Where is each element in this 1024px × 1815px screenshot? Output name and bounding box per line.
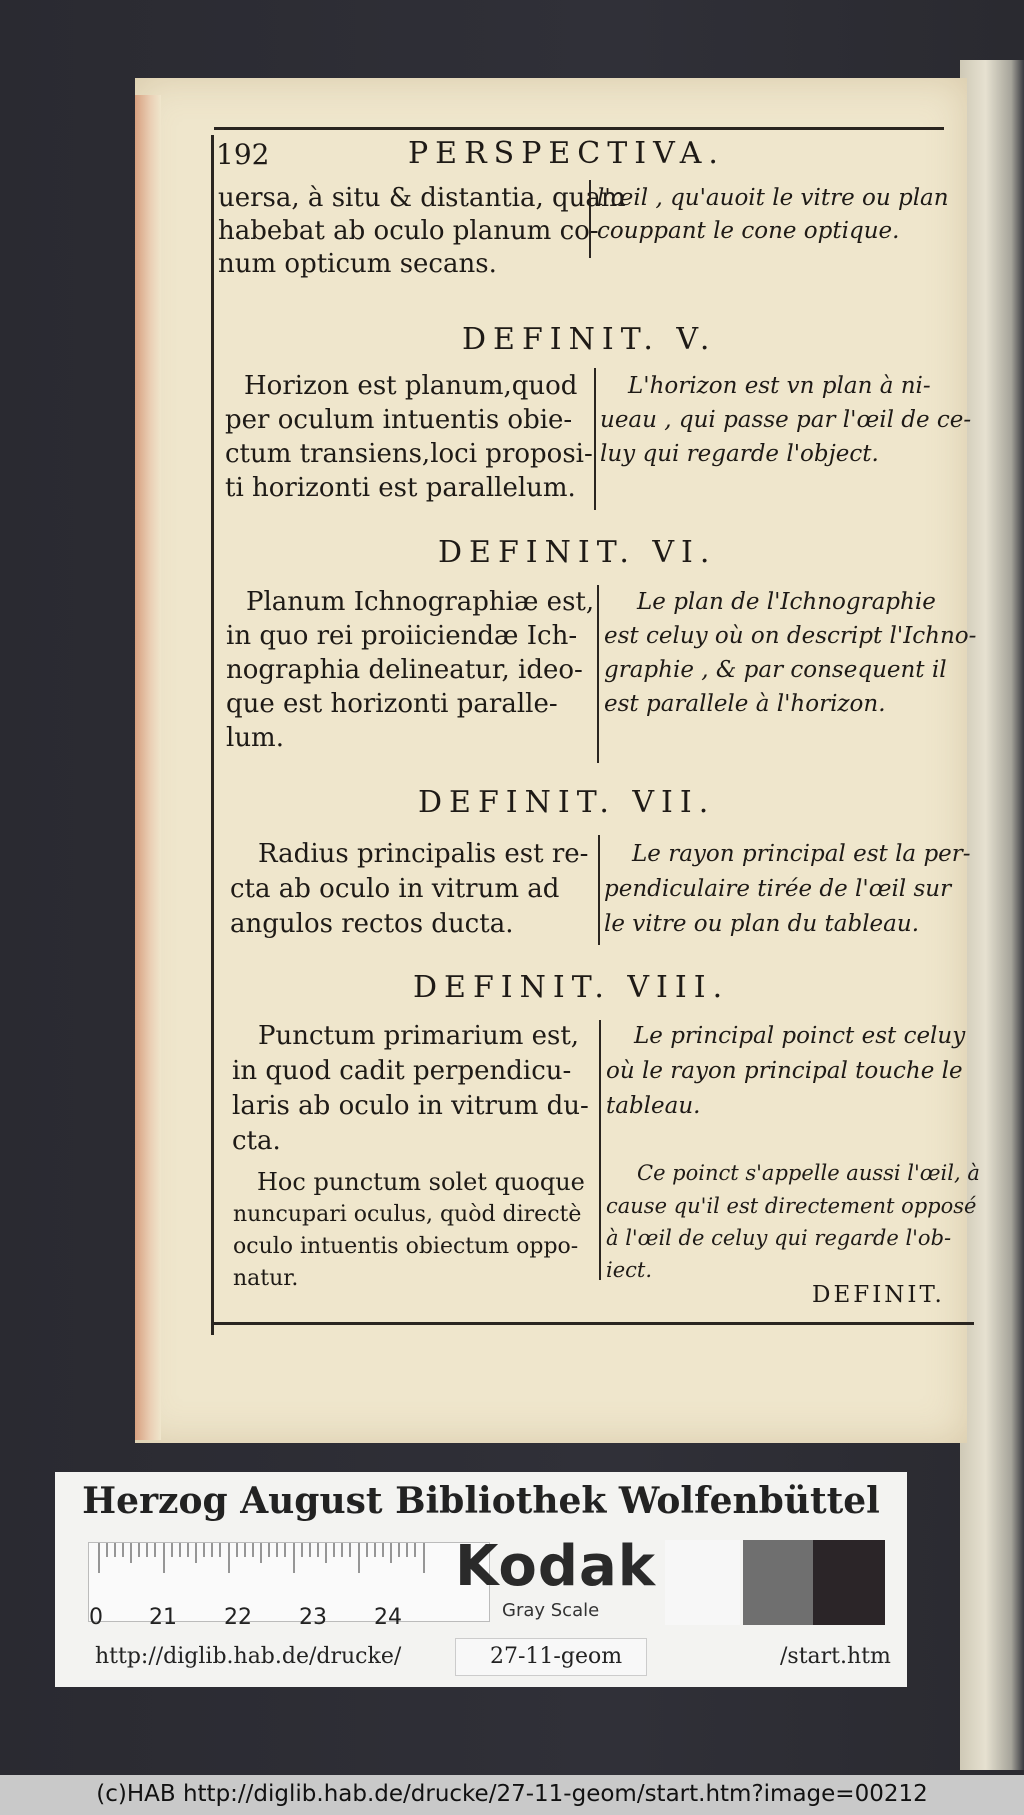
frame-bottom-rule [214, 1322, 974, 1325]
intro-french-1: l'œil , qu'auoit le vitre ou plan [597, 185, 949, 211]
def-vii-french-3: le vitre ou plan du tableau. [604, 911, 920, 937]
def-vi-latin-3: nographia delineatur, ideo- [226, 655, 583, 685]
def-vii-french-2: pendiculaire tirée de l'œil sur [604, 876, 952, 902]
caption-bar [0, 1775, 1024, 1815]
intro-latin-1: uersa, à situ & distantia, quam [218, 183, 626, 213]
section-heading-v: DEFINIT. V. [462, 322, 717, 357]
def-vi-latin-5: lum. [226, 723, 284, 753]
def-vi-french-3: graphie , & par consequent il [604, 657, 947, 683]
column-divider [594, 368, 596, 510]
note-french-1: Ce poinct s'appelle aussi l'œil, à [637, 1161, 980, 1185]
adjacent-page-edge [960, 60, 1024, 1770]
def-vi-french-1: Le plan de l'Ichnographie [637, 589, 936, 615]
frame-left-rule [211, 135, 214, 1335]
ruler-label: 23 [299, 1605, 327, 1630]
def-v-latin-2: per oculum intuentis obie- [225, 405, 573, 435]
def-vii-latin-2: cta ab oculo in vitrum ad [230, 874, 560, 904]
def-v-latin-3: ctum transiens,loci proposi- [225, 439, 593, 469]
def-v-latin-4: ti horizonti est parallelum. [225, 473, 576, 503]
column-divider [598, 835, 600, 945]
card-url-middle: 27-11-geom [490, 1644, 623, 1669]
def-viii-latin-4: cta. [232, 1126, 281, 1156]
dark-swatch [813, 1540, 885, 1625]
def-vi-french-2: est celuy où on descript l'Ichno- [604, 623, 977, 649]
caption-text: (c)HAB http://diglib.hab.de/drucke/27-11-geom/start.htm?image=00212 [96, 1781, 928, 1807]
card-url-right: /start.htm [780, 1644, 891, 1669]
library-name: Herzog August Bibliothek Wolfenbüttel [82, 1480, 880, 1522]
def-viii-latin-2: in quod cadit perpendicu- [232, 1056, 572, 1086]
note-latin-3: oculo intuentis obiectum oppo- [233, 1234, 579, 1259]
def-vi-french-4: est parallele à l'horizon. [604, 691, 886, 717]
running-head: PERSPECTIVA. [408, 136, 725, 171]
note-french-2: cause qu'il est directement opposé [606, 1194, 977, 1218]
section-heading-viii: DEFINIT. VIII. [413, 970, 730, 1005]
frame-top-rule [214, 127, 944, 130]
measurement-ruler [88, 1542, 490, 1630]
intro-latin-3: num opticum secans. [218, 249, 497, 279]
def-viii-french-1: Le principal poinct est celuy [634, 1023, 966, 1049]
note-latin-1: Hoc punctum solet quoque [257, 1168, 585, 1196]
def-viii-french-2: où le rayon principal touche le [606, 1058, 963, 1084]
def-viii-latin-1: Punctum primarium est, [258, 1021, 580, 1051]
def-vii-latin-1: Radius principalis est re- [258, 839, 589, 869]
section-heading-vi: DEFINIT. VI. [438, 535, 717, 570]
catchword: DEFINIT. [812, 1282, 945, 1308]
def-viii-latin-3: laris ab oculo in vitrum du- [232, 1091, 589, 1121]
page-edge-stain [135, 95, 161, 1440]
page-number: 192 [216, 138, 270, 171]
section-heading-vii: DEFINIT. VII. [418, 785, 716, 820]
column-divider [599, 1020, 601, 1280]
intro-french-2: couppant le cone optique. [597, 218, 900, 244]
ruler-label: 24 [374, 1605, 402, 1630]
ruler-label: 21 [149, 1605, 177, 1630]
note-latin-2: nuncupari oculus, quòd directè [233, 1202, 582, 1227]
ruler-ticks-icon [89, 1543, 489, 1583]
gray-scale-label: Gray Scale [502, 1600, 600, 1621]
card-url-left: http://diglib.hab.de/drucke/ [95, 1644, 402, 1669]
note-french-3: à l'œil de celuy qui regarde l'ob- [606, 1226, 952, 1250]
def-viii-french-3: tableau. [606, 1093, 701, 1119]
ruler-label: 22 [224, 1605, 252, 1630]
def-vi-latin-4: que est horizonti paralle- [226, 689, 558, 719]
column-divider [597, 585, 599, 763]
ruler-label: 0 [89, 1605, 103, 1630]
intro-latin-2: habebat ab oculo planum co- [218, 216, 599, 246]
def-v-latin-1: Horizon est planum,quod [244, 371, 578, 401]
kodak-logo: Kodak [455, 1534, 656, 1599]
def-v-french-2: ueau , qui passe par l'œil de ce- [600, 407, 972, 433]
note-latin-4: natur. [233, 1266, 299, 1291]
def-vii-latin-3: angulos rectos ducta. [230, 909, 514, 939]
mid-gray-swatch [743, 1540, 813, 1625]
color-calibration-card [55, 1472, 907, 1687]
def-v-french-1: L'horizon est vn plan à ni- [628, 373, 931, 399]
def-vi-latin-1: Planum Ichnographiæ est, [246, 587, 595, 617]
def-vii-french-1: Le rayon principal est la per- [632, 841, 971, 867]
def-v-french-3: luy qui regarde l'object. [600, 441, 879, 467]
def-vi-latin-2: in quo rei proiiciendæ Ich- [226, 621, 578, 651]
note-french-4: iect. [606, 1258, 653, 1282]
white-swatch [665, 1540, 740, 1625]
